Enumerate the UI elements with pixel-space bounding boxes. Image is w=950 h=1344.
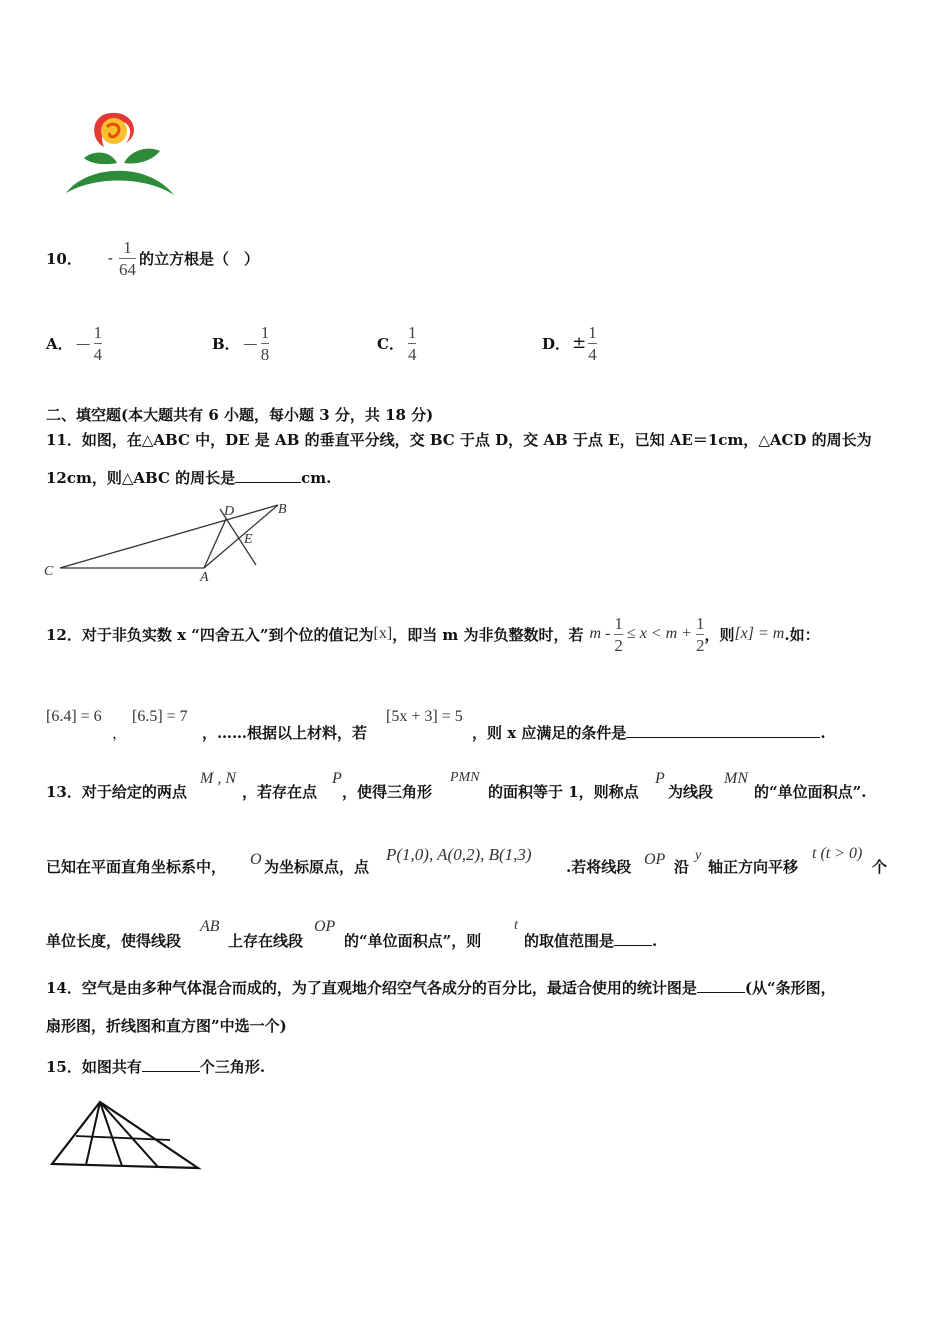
denominator: 4 bbox=[407, 344, 417, 364]
text: (从“条形图， bbox=[744, 979, 836, 997]
segment-DA bbox=[204, 519, 226, 568]
text: 单位长度，使得线段 bbox=[46, 932, 182, 950]
minus-sign: - bbox=[107, 249, 113, 267]
fraction bbox=[614, 614, 623, 655]
segment-AB bbox=[204, 505, 278, 568]
math: PMN bbox=[450, 770, 480, 785]
denominator: 2 bbox=[614, 635, 623, 655]
question-10 bbox=[46, 236, 259, 280]
denominator: 2 bbox=[695, 635, 705, 655]
math: [x] = m bbox=[734, 625, 785, 642]
math: y bbox=[695, 848, 702, 863]
denominator: 64 bbox=[118, 259, 136, 279]
text: 的取值范围是 bbox=[524, 932, 615, 950]
text: cm. bbox=[301, 469, 332, 487]
numerator: 1 bbox=[614, 613, 623, 633]
text: 个 bbox=[872, 858, 888, 876]
question-14-line2: 扇形图，折线图和直方图”中选一个) bbox=[46, 1017, 287, 1035]
text: ，即当 m 为非负整数时，若 bbox=[392, 625, 584, 644]
numerator: 1 bbox=[123, 237, 132, 257]
math: M , N bbox=[200, 770, 236, 787]
math: OP bbox=[314, 918, 336, 935]
label-C: C bbox=[44, 564, 54, 579]
math: [6.4] = 6 bbox=[46, 708, 102, 725]
text: ，使得三角形 bbox=[342, 783, 433, 801]
math: O bbox=[250, 851, 262, 868]
option-c[interactable] bbox=[377, 318, 416, 368]
text: 的“单位面积点”，则 bbox=[344, 932, 482, 950]
text-group bbox=[524, 930, 657, 951]
text: ，……根据以上材料，若 bbox=[202, 724, 368, 742]
option-b[interactable] bbox=[212, 318, 269, 368]
option-label: B． bbox=[212, 334, 240, 353]
text-group bbox=[472, 722, 826, 743]
question-11-line1: 11．如图，在△ABC 中，DE 是 AB 的垂直平分线，交 BC 于点 D，交 AB 于点 E，已知 AE＝1cm，△ACD 的周长为 bbox=[46, 431, 872, 449]
math: m - bbox=[589, 625, 611, 642]
text: 12cm，则△ABC 的周长是 bbox=[46, 469, 236, 487]
section-title: 二、填空题(本大题共有 6 小题，每小题 3 分，共 18 分) bbox=[46, 406, 434, 424]
text: ，则 x 应满足的条件是 bbox=[472, 724, 627, 742]
math: ≤ x < m + bbox=[626, 625, 692, 642]
sign: ± bbox=[572, 333, 587, 353]
label-A: A bbox=[200, 570, 209, 585]
option-label: A． bbox=[46, 334, 73, 353]
option-d[interactable] bbox=[542, 318, 597, 368]
cross-line bbox=[76, 1136, 170, 1140]
text: ，则 bbox=[704, 625, 735, 644]
text: . bbox=[820, 724, 826, 742]
denominator: 8 bbox=[260, 344, 270, 364]
text: 15．如图共有 bbox=[46, 1058, 142, 1076]
math: MN bbox=[724, 770, 748, 787]
answer-blank[interactable] bbox=[614, 931, 652, 946]
text: 为线段 bbox=[668, 783, 714, 801]
label-E: E bbox=[244, 532, 253, 547]
fraction bbox=[119, 238, 136, 279]
numerator: 1 bbox=[93, 322, 103, 342]
numerator: 1 bbox=[695, 613, 705, 633]
text: ， bbox=[112, 724, 128, 742]
question-11-line2 bbox=[46, 467, 331, 488]
answer-blank[interactable] bbox=[626, 723, 820, 738]
text: 12．对于非负实数 x “四舍五入”到个位的值记为 bbox=[46, 625, 374, 644]
text: . bbox=[652, 932, 658, 950]
question-14-line1 bbox=[46, 977, 836, 998]
math: t (t > 0) bbox=[812, 845, 863, 862]
triangle-figure bbox=[40, 495, 300, 585]
numerator: 1 bbox=[588, 322, 597, 342]
fraction bbox=[94, 323, 103, 364]
cevian-2 bbox=[100, 1102, 122, 1166]
fraction bbox=[408, 323, 417, 364]
outer-triangle bbox=[52, 1102, 198, 1168]
text: 的面积等于 1，则称点 bbox=[488, 783, 639, 801]
option-a[interactable] bbox=[46, 318, 102, 368]
sign: － bbox=[241, 335, 259, 356]
answer-blank[interactable] bbox=[697, 978, 745, 993]
math: OP bbox=[644, 851, 666, 868]
numerator: 1 bbox=[260, 322, 270, 342]
text: 上存在线段 bbox=[228, 932, 304, 950]
math: P bbox=[655, 770, 665, 787]
denominator: 4 bbox=[93, 344, 103, 364]
answer-blank[interactable] bbox=[235, 468, 301, 483]
answer-blank[interactable] bbox=[142, 1057, 200, 1072]
text: 14．空气是由多种气体混合而成的，为了直观地介绍空气各成分的百分比，最适合使用的统计图是 bbox=[46, 979, 697, 997]
option-label: D． bbox=[542, 334, 571, 353]
math: P(1,0), A(0,2), B(1,3) bbox=[386, 845, 532, 864]
sign: － bbox=[74, 335, 92, 356]
text: .如： bbox=[784, 625, 820, 644]
text: 为坐标原点，点 bbox=[264, 858, 370, 876]
math: [5x + 3] = 5 bbox=[386, 708, 463, 725]
text: .若将线段 bbox=[566, 858, 632, 876]
math-notation: [x] bbox=[373, 625, 393, 642]
triangle-count-figure bbox=[46, 1096, 206, 1174]
text: 轴正方向平移 bbox=[708, 858, 799, 876]
math: AB bbox=[200, 918, 220, 935]
question-number: 10． bbox=[46, 249, 82, 268]
numerator: 1 bbox=[407, 322, 417, 342]
fraction bbox=[261, 323, 270, 364]
denominator: 4 bbox=[588, 344, 597, 364]
fraction bbox=[696, 614, 705, 655]
text: ，若存在点 bbox=[242, 783, 318, 801]
label-D: D bbox=[224, 504, 235, 519]
logo-image bbox=[62, 103, 180, 198]
text: 13．对于给定的两点 bbox=[46, 783, 187, 801]
question-12-line1 bbox=[46, 612, 820, 656]
text: 沿 bbox=[674, 858, 690, 876]
text: 的“单位面积点”. bbox=[754, 783, 867, 801]
math: [6.5] = 7 bbox=[132, 708, 188, 725]
question-text: 的立方根是（ ） bbox=[138, 249, 259, 268]
fraction bbox=[588, 323, 597, 364]
math: t bbox=[514, 918, 518, 933]
math: P bbox=[332, 770, 342, 787]
question-15 bbox=[46, 1056, 265, 1077]
text: 个三角形. bbox=[199, 1058, 266, 1076]
text: 已知在平面直角坐标系中， bbox=[46, 858, 227, 876]
label-B: B bbox=[278, 502, 287, 517]
option-label: C． bbox=[377, 334, 404, 353]
